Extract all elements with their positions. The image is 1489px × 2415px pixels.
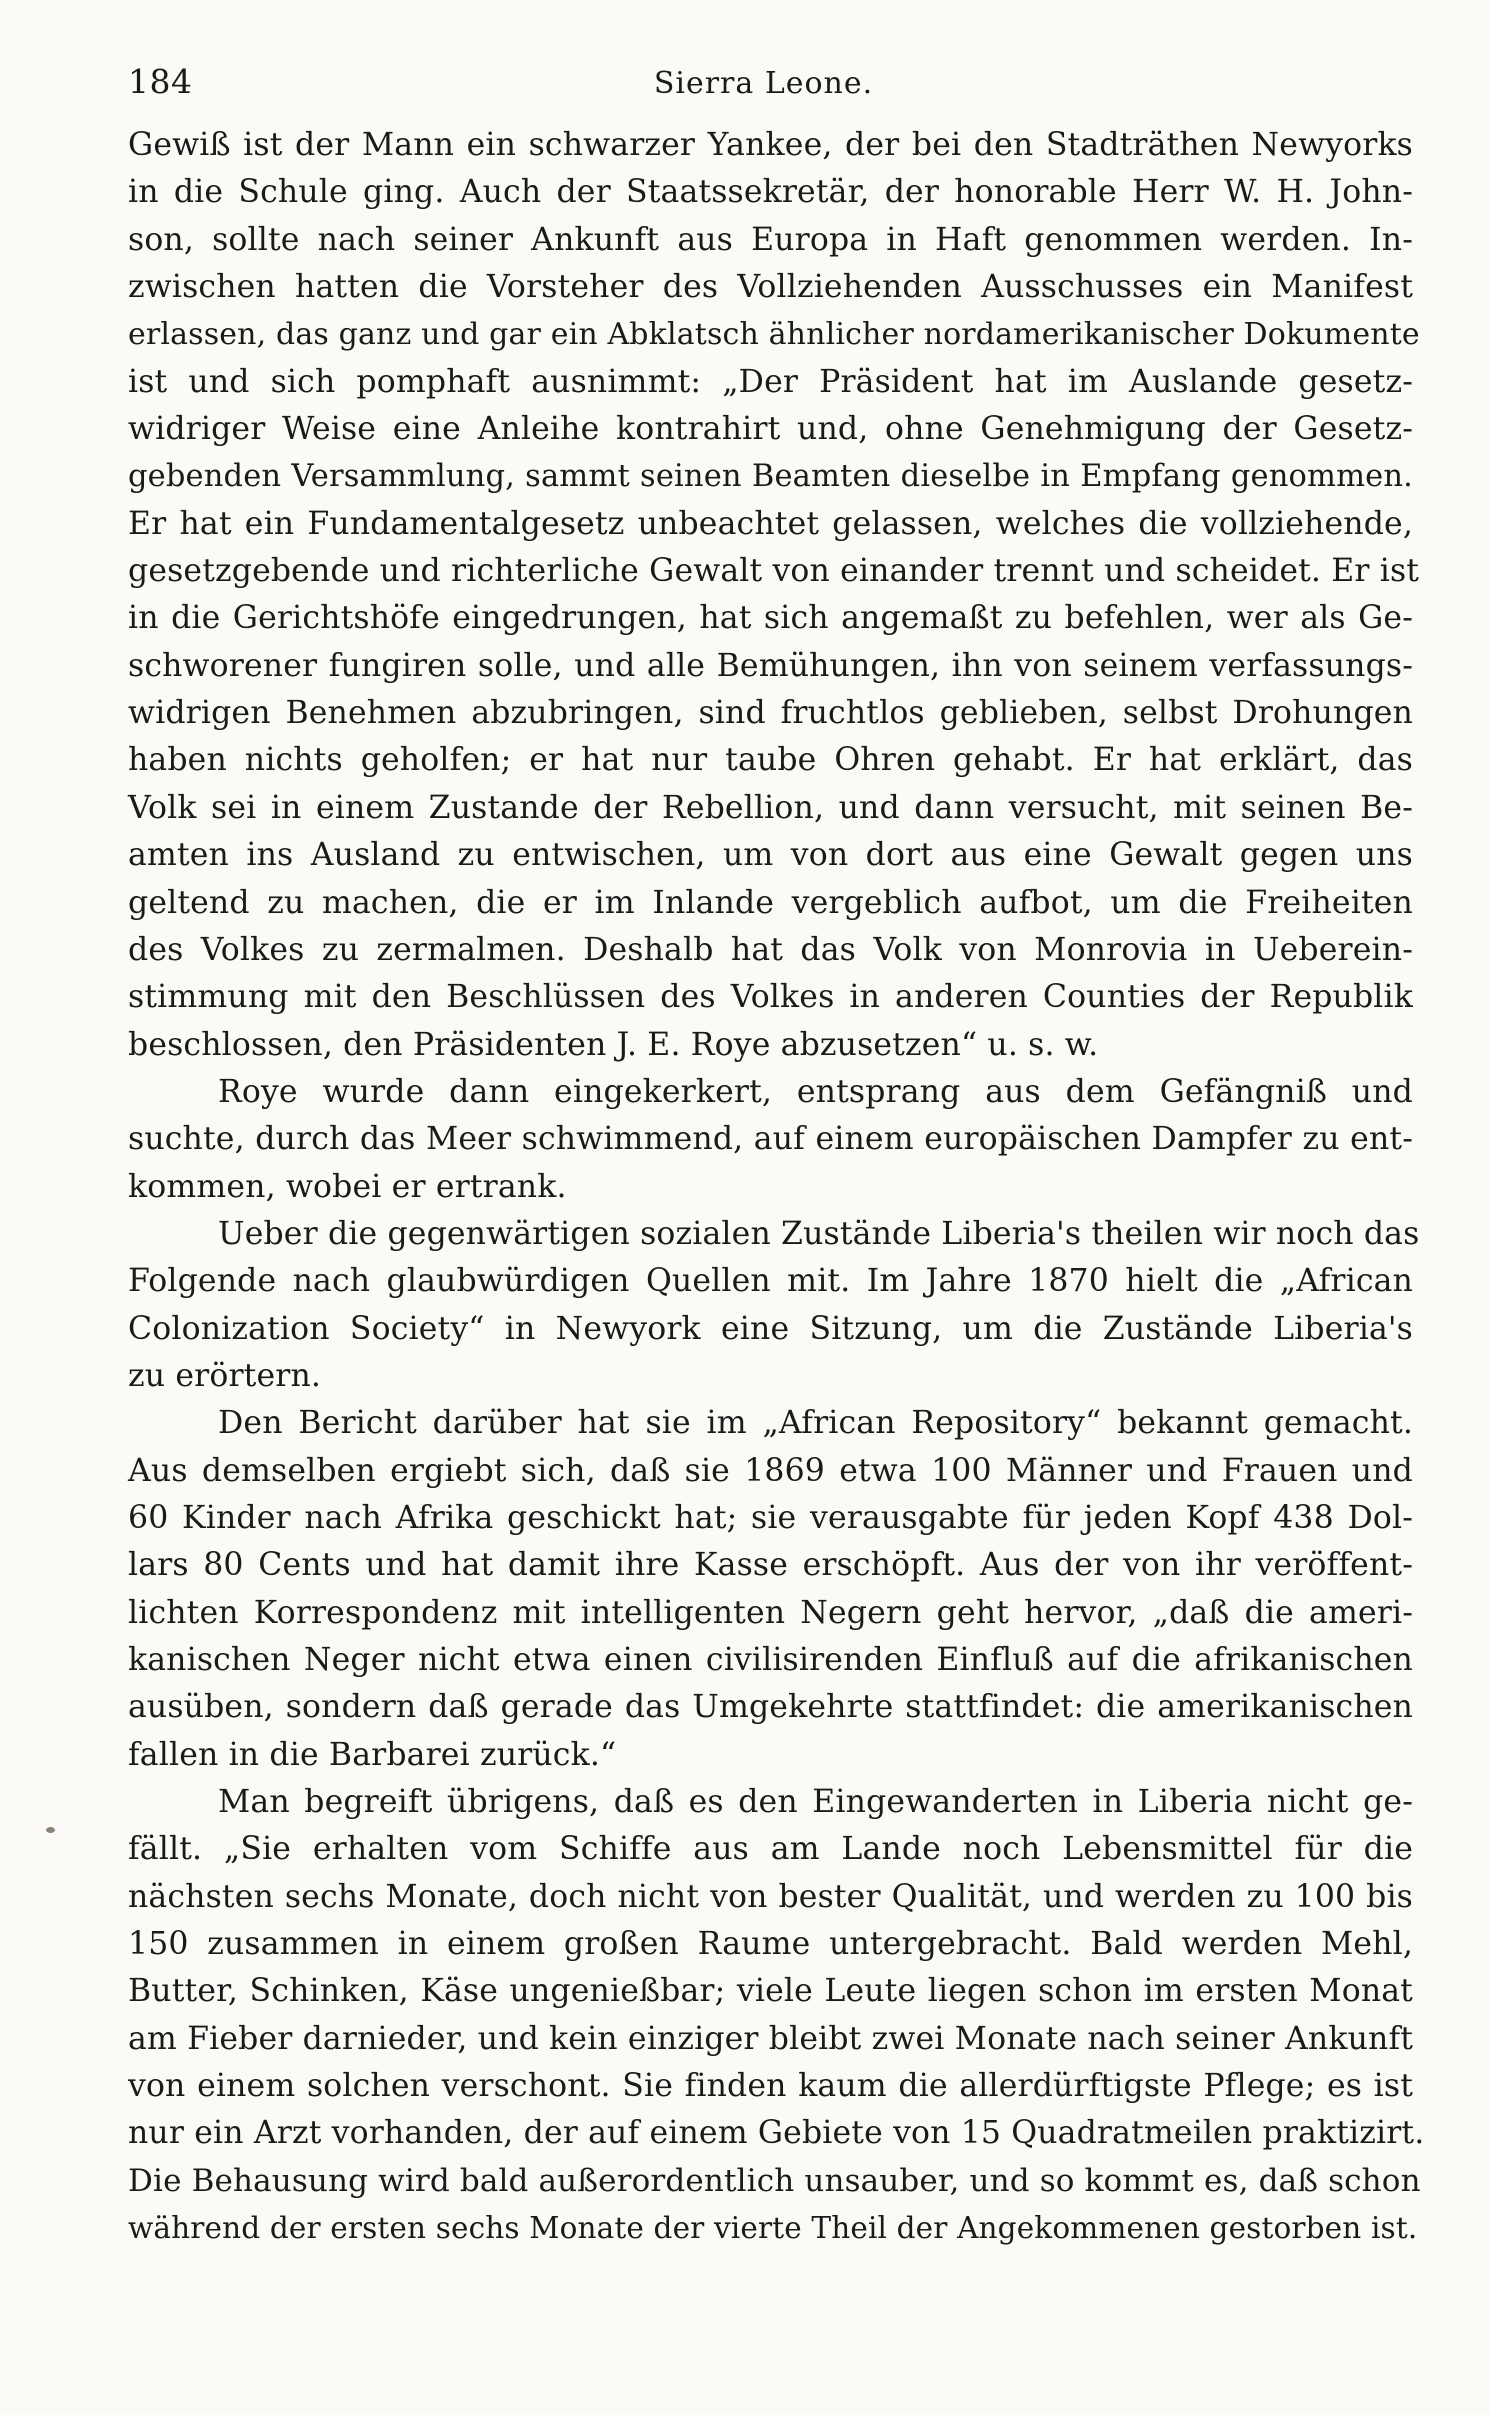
text-line: Colonization Society“ in Newyork eine Sitzung, um die Zustände Liberia's (128, 1310, 1413, 1347)
text-line: beschlossen, den Präsidenten J. E. Roye abzusetzen“ u. s. w. (128, 1026, 1099, 1063)
text-line: son, sollte nach seiner Ankunft aus Europa in Haft genommen werden. In- (128, 221, 1413, 258)
text-line: gesetzgebende und richterliche Gewalt von einander trennt und scheidet. Er ist (128, 553, 1420, 590)
text-line: widriger Weise eine Anleihe kontrahirt und, ohne Genehmigung der Gesetz- (128, 411, 1413, 448)
text-line: Roye wurde dann eingekerkert, entsprang aus dem Gefängniß und (218, 1073, 1413, 1110)
body-text (128, 122, 1425, 2252)
text-line: nächsten sechs Monate, doch nicht von bester Qualität, und werden zu 100 bis (128, 1878, 1413, 1915)
text-line: in die Schule ging. Auch der Staatssekretär, der honorable Herr W. H. John- (128, 174, 1413, 211)
text-line: am Fieber darnieder, und kein einziger bleibt zwei Monate nach seiner Ankunft (128, 2020, 1414, 2057)
page-number: 184 (128, 62, 193, 101)
text-line: lars 80 Cents und hat damit ihre Kasse erschöpft. Aus der von ihr veröffent- (128, 1547, 1413, 1584)
paper-speck (46, 1827, 55, 1833)
page-header (128, 62, 1399, 112)
text-line: zwischen hatten die Vorsteher des Vollziehenden Ausschusses ein Manifest (128, 269, 1413, 306)
text-line: Er hat ein Fundamentalgesetz unbeachtet gelassen, welches die vollziehende, (128, 505, 1413, 542)
text-line: Man begreift übrigens, daß es den Eingewanderten in Liberia nicht ge- (218, 1784, 1413, 1821)
text-line: stimmung mit den Beschlüssen des Volkes in anderen Counties der Republik (128, 979, 1413, 1016)
text-line: geltend zu machen, die er im Inlande vergeblich aufbot, um die Freiheiten (128, 884, 1413, 921)
text-line: Folgende nach glaubwürdigen Quellen mit. Im Jahre 1870 hielt die „African (128, 1263, 1413, 1300)
text-line: widrigen Benehmen abzubringen, sind fruchtlos geblieben, selbst Drohungen (128, 695, 1413, 732)
text-line: in die Gerichtshöfe eingedrungen, hat sich angemaßt zu befehlen, wer als Ge- (128, 600, 1413, 637)
text-line: Ueber die gegenwärtigen sozialen Zustände Liberia's theilen wir noch das (218, 1215, 1420, 1252)
text-line: nur ein Arzt vorhanden, der auf einem Gebiete von 15 Quadratmeilen praktizirt. (128, 2115, 1425, 2152)
text-line: des Volkes zu zermalmen. Deshalb hat das Volk von Monrovia in Ueberein- (128, 931, 1413, 968)
text-line: Den Bericht darüber hat sie im „African Repository“ bekannt gemacht. (218, 1405, 1413, 1442)
text-line: schworener fungiren solle, und alle Bemühungen, ihn von seinem verfassungs- (128, 647, 1413, 684)
text-line: während der ersten sechs Monate der vierte Theil der Angekommenen gestorben ist. (128, 2211, 1418, 2246)
text-line: gebenden Versammlung, sammt seinen Beamten dieselbe in Empfang genommen. (128, 459, 1413, 495)
text-line: Aus demselben ergiebt sich, daß sie 1869 etwa 100 Männer und Frauen und (128, 1452, 1413, 1489)
running-title: Sierra Leone. (653, 66, 874, 101)
text-line: ist und sich pomphaft ausnimmt: „Der Präsident hat im Auslande gesetz- (128, 363, 1413, 400)
text-line: suchte, durch das Meer schwimmend, auf einem europäischen Dampfer zu ent- (128, 1121, 1413, 1158)
text-line: kommen, wobei er ertrank. (128, 1168, 567, 1205)
text-line: Butter, Schinken, Käse ungenießbar; viele Leute liegen schon im ersten Monat (128, 1973, 1413, 2010)
text-line: Volk sei in einem Zustande der Rebellion, und dann versucht, mit seinen Be- (128, 789, 1413, 826)
text-line: erlassen, das ganz und gar ein Abklatsch ähnlicher nordamerikanischer Dokumente (128, 317, 1420, 353)
text-line: amten ins Ausland zu entwischen, um von dort aus eine Gewalt gegen uns (128, 837, 1413, 874)
text-line: 60 Kinder nach Afrika geschickt hat; sie verausgabte für jeden Kopf 438 Dol- (128, 1499, 1413, 1536)
text-line: kanischen Neger nicht etwa einen civilisirenden Einfluß auf die afrikanischen (128, 1642, 1413, 1678)
text-line: von einem solchen verschont. Sie finden kaum die allerdürftigste Pflege; es ist (128, 2068, 1413, 2105)
text-line: fällt. „Sie erhalten vom Schiffe aus am Lande noch Lebensmittel für die (128, 1831, 1413, 1868)
text-line: Die Behausung wird bald außerordentlich unsauber, und so kommt es, daß schon (128, 2162, 1421, 2199)
text-line: fallen in die Barbarei zurück.“ (128, 1736, 617, 1773)
text-line: haben nichts geholfen; er hat nur taube Ohren gehabt. Er hat erklärt, das (128, 742, 1413, 779)
text-line: ausüben, sondern daß gerade das Umgekehrte stattfindet: die amerikanischen (128, 1689, 1413, 1726)
text-line: 150 zusammen in einem großen Raume untergebracht. Bald werden Mehl, (128, 1926, 1413, 1963)
text-line: lichten Korrespondenz mit intelligenten Negern geht hervor, „daß die ameri- (128, 1594, 1413, 1631)
text-line: zu erörtern. (128, 1357, 322, 1394)
text-line: Gewiß ist der Mann ein schwarzer Yankee, der bei den Stadträthen Newyorks (128, 127, 1413, 163)
